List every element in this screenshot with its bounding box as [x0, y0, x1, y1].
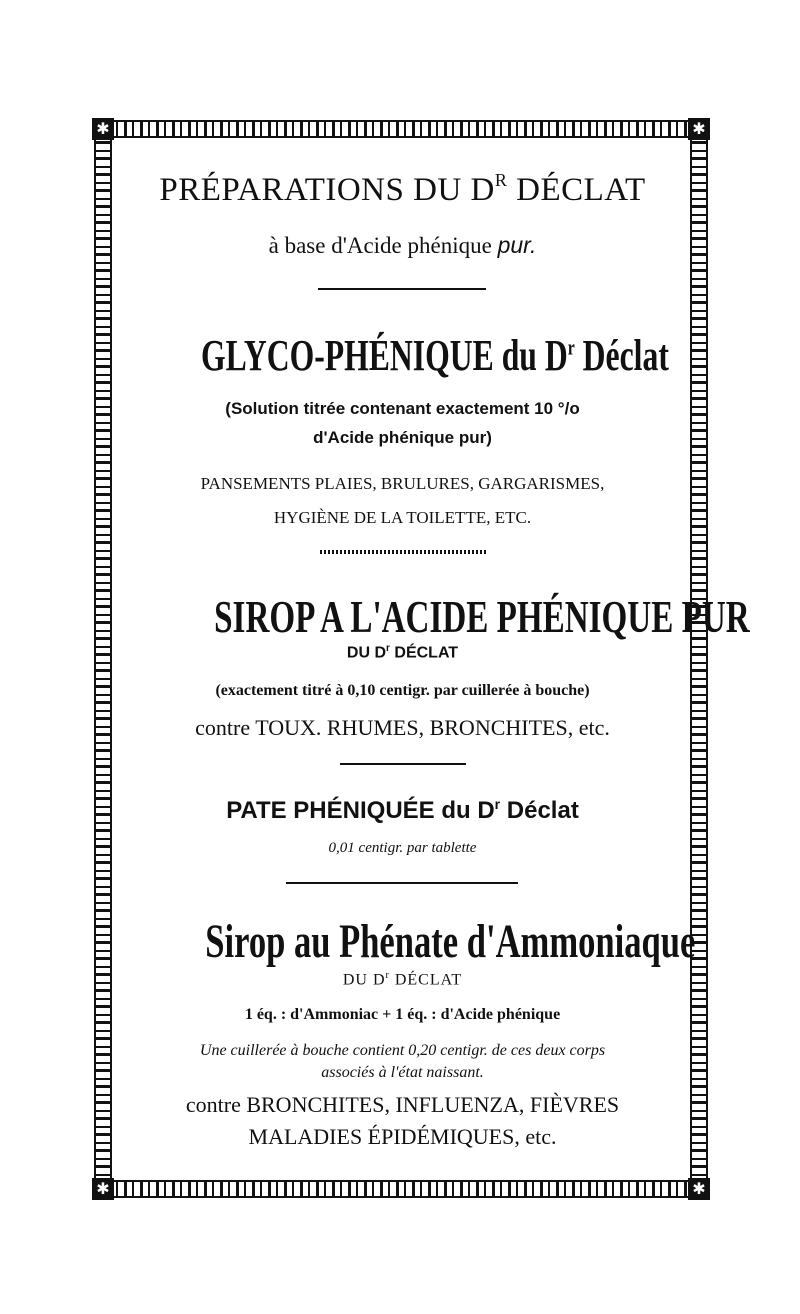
- phenate-author-part: DU D: [342, 971, 386, 989]
- sirop-acide-dosage: (exactement titré à 0,10 centigr. par cuillerée à bouche): [215, 682, 590, 699]
- section-divider: [318, 288, 486, 290]
- ornamental-corner-icon: ✱: [688, 118, 710, 140]
- phenate-author-part: DÉCLAT: [389, 971, 463, 989]
- sirop-acide-title-text: SIROP A L'ACIDE PHÉNIQUE PUR: [214, 591, 750, 642]
- sirop-acide-author-sup: r: [386, 643, 390, 654]
- glyco-phenique-title: [110, 330, 695, 381]
- page-title-part: PRÉPARATIONS DU D: [159, 172, 495, 208]
- ornamental-corner-icon: ✱: [92, 118, 114, 140]
- phenate-uses-line1: contre BRONCHITES, INFLUENZA, FIÈVRES: [185, 1092, 620, 1117]
- decorative-border-top: [108, 120, 694, 138]
- phenate-title-text: Sirop au Phénate d'Ammoniaque: [205, 915, 696, 968]
- phenate-uses-line2: MALADIES ÉPIDÉMIQUES, etc.: [248, 1124, 557, 1149]
- phenate-author: [120, 970, 685, 989]
- sirop-acide-author-part: DU D: [346, 644, 387, 662]
- page-subtitle: [120, 232, 685, 259]
- glyco-phenique-title-inner: [201, 330, 669, 381]
- sirop-acide-uses: contre TOUX. RHUMES, BRONCHITES, etc.: [195, 715, 610, 740]
- glyco-description-line2: d'Acide phénique pur): [313, 428, 492, 447]
- phenate-author-sup: r: [385, 970, 390, 981]
- section-divider-wavy: [320, 550, 488, 554]
- phenate-title: [110, 914, 695, 969]
- glyco-uses-line1: PANSEMENTS PLAIES, BRULURES, GARGARISMES,: [200, 474, 605, 493]
- pate-title-part: Déclat: [500, 797, 579, 824]
- page-subtitle-emphasis: pur.: [497, 232, 537, 258]
- sirop-acide-author-part: DÉCLAT: [389, 644, 459, 662]
- decorative-border-bottom: [108, 1180, 694, 1198]
- phenate-note-line2: associés à l'état naissant.: [321, 1064, 484, 1081]
- page-title-part: DÉCLAT: [507, 172, 646, 208]
- glyco-title-sup: r: [567, 334, 575, 360]
- ornamental-corner-icon: ✱: [688, 1178, 710, 1200]
- decorative-border-left: [94, 134, 112, 1184]
- page-title-sup: R: [494, 170, 508, 190]
- decorative-border-right: [690, 134, 708, 1184]
- section-divider: [286, 882, 518, 884]
- glyco-title-part: GLYCO-PHÉNIQUE du D: [200, 331, 568, 380]
- phenate-formula: 1 éq. : d'Ammoniac + 1 éq. : d'Acide phénique: [244, 1006, 561, 1023]
- glyco-uses-line2: HYGIÈNE DE LA TOILETTE, ETC.: [273, 508, 532, 527]
- glyco-title-part: Déclat: [574, 331, 669, 380]
- phenate-note-line1: Une cuillerée à bouche contient 0,20 centigr. de ces deux corps: [199, 1042, 606, 1059]
- page-subtitle-text: à base d'Acide phénique: [268, 233, 498, 258]
- sirop-acide-title: [110, 590, 750, 643]
- sirop-acide-author: [120, 643, 685, 662]
- pate-dosage: 0,01 centigr. par tablette: [328, 840, 477, 856]
- glyco-description-line1: (Solution titrée contenant exactement 10 °/o: [225, 399, 580, 418]
- pate-title-sup: r: [494, 796, 501, 812]
- section-divider: [340, 763, 466, 765]
- pate-title-part: PATE PHÉNIQUÉE du D: [226, 797, 495, 824]
- ornamental-corner-icon: ✱: [92, 1178, 114, 1200]
- pate-phenique-title: [120, 796, 685, 825]
- page-title: [120, 172, 685, 209]
